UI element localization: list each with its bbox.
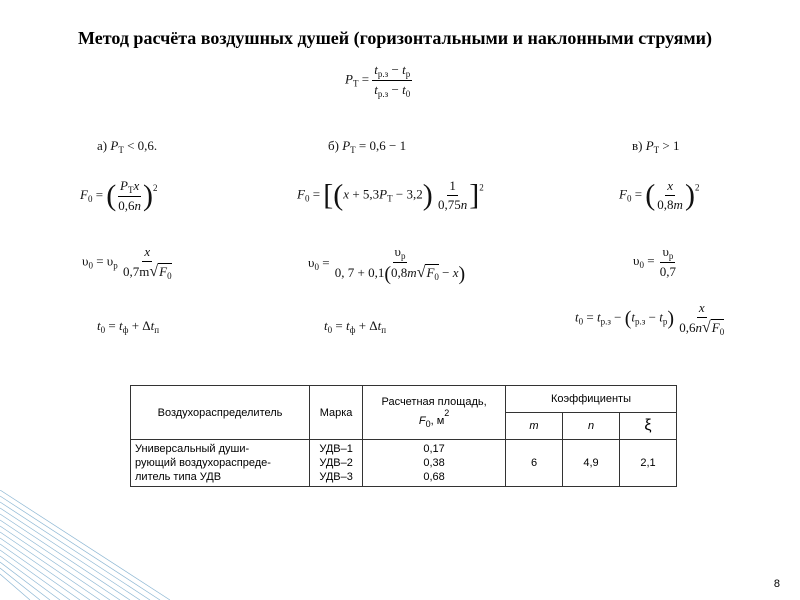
formula-f0-b: $F_0 = [(x + 5,3P_T - 3,2)$ $\frac{1}{0,75n}$ ]$^2$ bbox=[297, 178, 484, 212]
coef-n-cell: 4,9 bbox=[563, 440, 620, 487]
header-xi: ξ bbox=[620, 413, 677, 440]
case-a-label: а) $P_T < 0,6$. bbox=[97, 138, 158, 155]
formula-t0-a: $t_0 = t_ф + \Delta t_п$ bbox=[97, 318, 160, 335]
area-cell: 0,17 0,38 0,68 bbox=[363, 440, 506, 487]
formula-f0-a: $F_0$ = ( $\frac{P_Tx}{0,6n}$ )$^2$ bbox=[80, 178, 158, 213]
coef-m-cell: 6 bbox=[506, 440, 563, 487]
decorative-corner-lines bbox=[0, 490, 170, 600]
header-device: Воздухораспределитель bbox=[131, 386, 310, 440]
formula-pt: $P_T$ = $\frac{t_{р.з} - t_р}{t_{р.з} - t_0}$ bbox=[345, 62, 411, 99]
header-n: n bbox=[563, 413, 620, 440]
case-c-label: в) $P_T > 1$ bbox=[632, 138, 680, 155]
formula-f0-c: $F_0$ = ( $\frac{x}{0,8m}$ )$^2$ bbox=[619, 178, 700, 212]
formula-v0-a: $\upsilon_0 = \upsilon_р$ $\frac{x}{0,7m√F_0}$ bbox=[82, 244, 172, 281]
slide-title: Метод расчёта воздушных душей (горизонтальными и наклонными струями) bbox=[78, 28, 713, 48]
slide-number: 8 bbox=[773, 578, 780, 590]
header-coefficients: Коэффициенты bbox=[506, 386, 677, 413]
formula-t0-b: $t_0 = t_ф + \Delta t_п$ bbox=[324, 318, 387, 335]
header-mark: Марка bbox=[310, 386, 363, 440]
table-row bbox=[131, 440, 677, 487]
distributor-table bbox=[130, 385, 677, 487]
header-area: Расчетная площадь, $F_0$, $м^2$ bbox=[363, 386, 506, 440]
header-m: m bbox=[506, 413, 563, 440]
formula-v0-b: $\upsilon_0$ = $\frac{\upsilon_р}{0, 7 + 0,1(0,8m√F_0 - x)}$ bbox=[308, 244, 466, 286]
device-cell: Универсальный души- рующий воздухораспреде- литель типа УДВ bbox=[131, 440, 310, 487]
formula-t0-c: $t_0 = t_{р.з} - (t_{р.з} - t_р)$ $\frac{x}{0,6n√F_0}$ bbox=[575, 300, 725, 337]
mark-cell: УДВ–1 УДВ–2 УДВ–3 bbox=[310, 440, 363, 487]
case-b-label: б) $P_T = 0,6 - 1$ bbox=[328, 138, 407, 155]
coef-xi-cell: 2,1 bbox=[620, 440, 677, 487]
formula-v0-c: $\upsilon_0$ = $\frac{\upsilon_р}{0,7}$ bbox=[633, 244, 677, 279]
